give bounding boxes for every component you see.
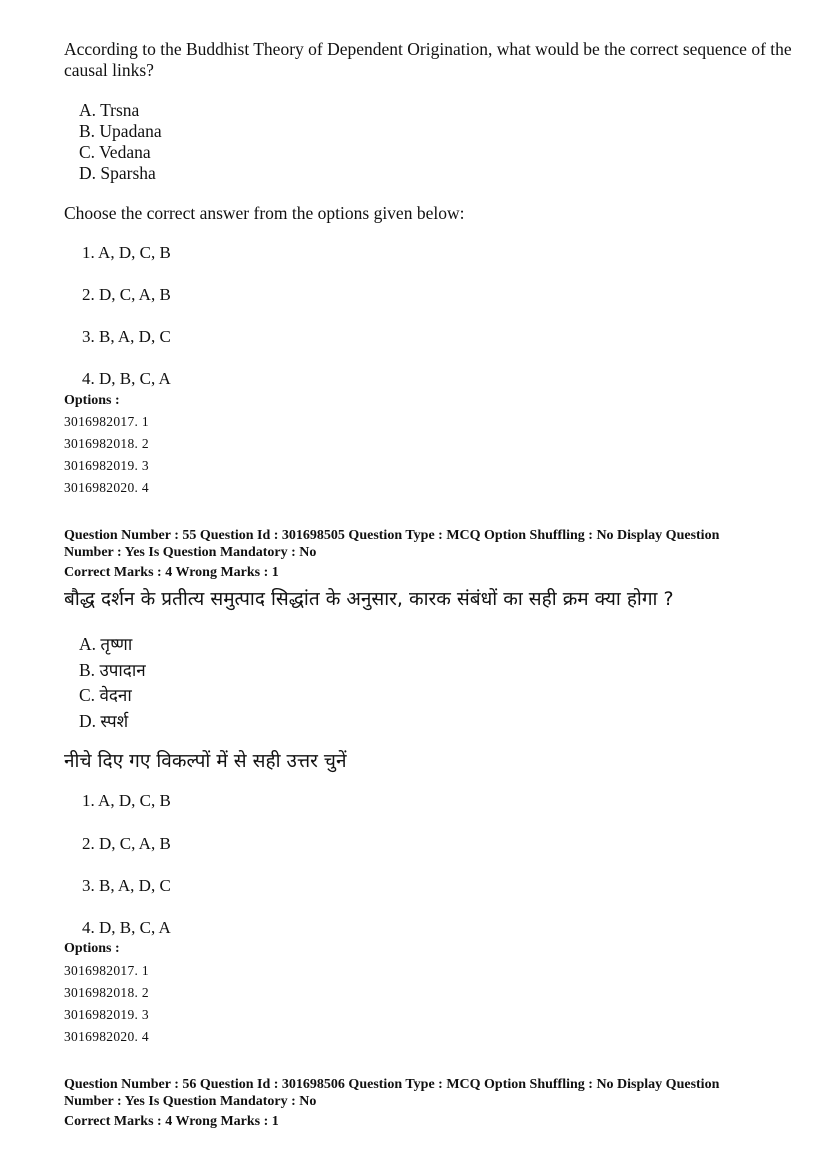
option-id-row: 3016982019. 3: [64, 458, 149, 473]
option-id-row: 3016982018. 2: [64, 436, 149, 451]
instruction-text: Choose the correct answer from the options given below:: [64, 203, 465, 223]
instruction-text-hindi: नीचे दिए गए विकल्पों में से सही उत्तर चुनें: [64, 750, 347, 772]
answer-choice: 4. D, B, C, A: [82, 918, 171, 937]
question-meta-line: Question Number : 56 Question Id : 301698506 Question Type : MCQ Option Shuffling : No Display Question: [64, 1077, 720, 1092]
list-item: D. स्पर्श: [79, 710, 129, 732]
options-label: Options :: [64, 393, 120, 408]
causal-link-list-hindi: [79, 632, 146, 734]
list-item: A. तृष्णा: [79, 634, 133, 655]
options-label: Options :: [64, 941, 120, 956]
answer-choice: 1. A, D, C, B: [82, 243, 171, 262]
list-item: D. Sparsha: [79, 163, 156, 183]
option-id-row: 3016982020. 4: [64, 480, 149, 495]
answer-choice: 2. D, C, A, B: [82, 285, 171, 304]
option-id-row: 3016982017. 1: [64, 963, 149, 978]
question-text-hindi: बौद्ध दर्शन के प्रतीत्य समुत्पाद सिद्धांत के अनुसार, कारक संबंधों का सही क्रम क्या होगा ?: [64, 588, 674, 610]
list-item: B. उपादान: [79, 659, 146, 681]
answer-choice: 2. D, C, A, B: [82, 834, 171, 853]
list-item: C. वेदना: [79, 685, 132, 706]
list-item: A. Trsna: [79, 100, 140, 120]
question-meta-line: Question Number : 55 Question Id : 301698505 Question Type : MCQ Option Shuffling : No Display Question: [64, 528, 720, 543]
question-meta-line: Correct Marks : 4 Wrong Marks : 1: [64, 1114, 279, 1129]
causal-link-list: [79, 100, 162, 184]
answer-choice: 3. B, A, D, C: [82, 327, 171, 346]
list-item: C. Vedana: [79, 142, 151, 162]
answer-choice: 4. D, B, C, A: [82, 369, 171, 388]
question-meta-line: Correct Marks : 4 Wrong Marks : 1: [64, 565, 279, 580]
option-id-row: 3016982017. 1: [64, 414, 149, 429]
option-id-row: 3016982019. 3: [64, 1007, 149, 1022]
question-meta-line: Number : Yes Is Question Mandatory : No: [64, 545, 317, 560]
option-id-row: 3016982018. 2: [64, 985, 149, 1000]
list-item: B. Upadana: [79, 121, 162, 141]
question-text: According to the Buddhist Theory of Dependent Origination, what would be the correct sequence of the causal links?: [64, 39, 792, 80]
answer-choice: 3. B, A, D, C: [82, 876, 171, 895]
question-meta-line: Number : Yes Is Question Mandatory : No: [64, 1094, 317, 1109]
answer-choice: 1. A, D, C, B: [82, 791, 171, 810]
option-id-row: 3016982020. 4: [64, 1029, 149, 1044]
